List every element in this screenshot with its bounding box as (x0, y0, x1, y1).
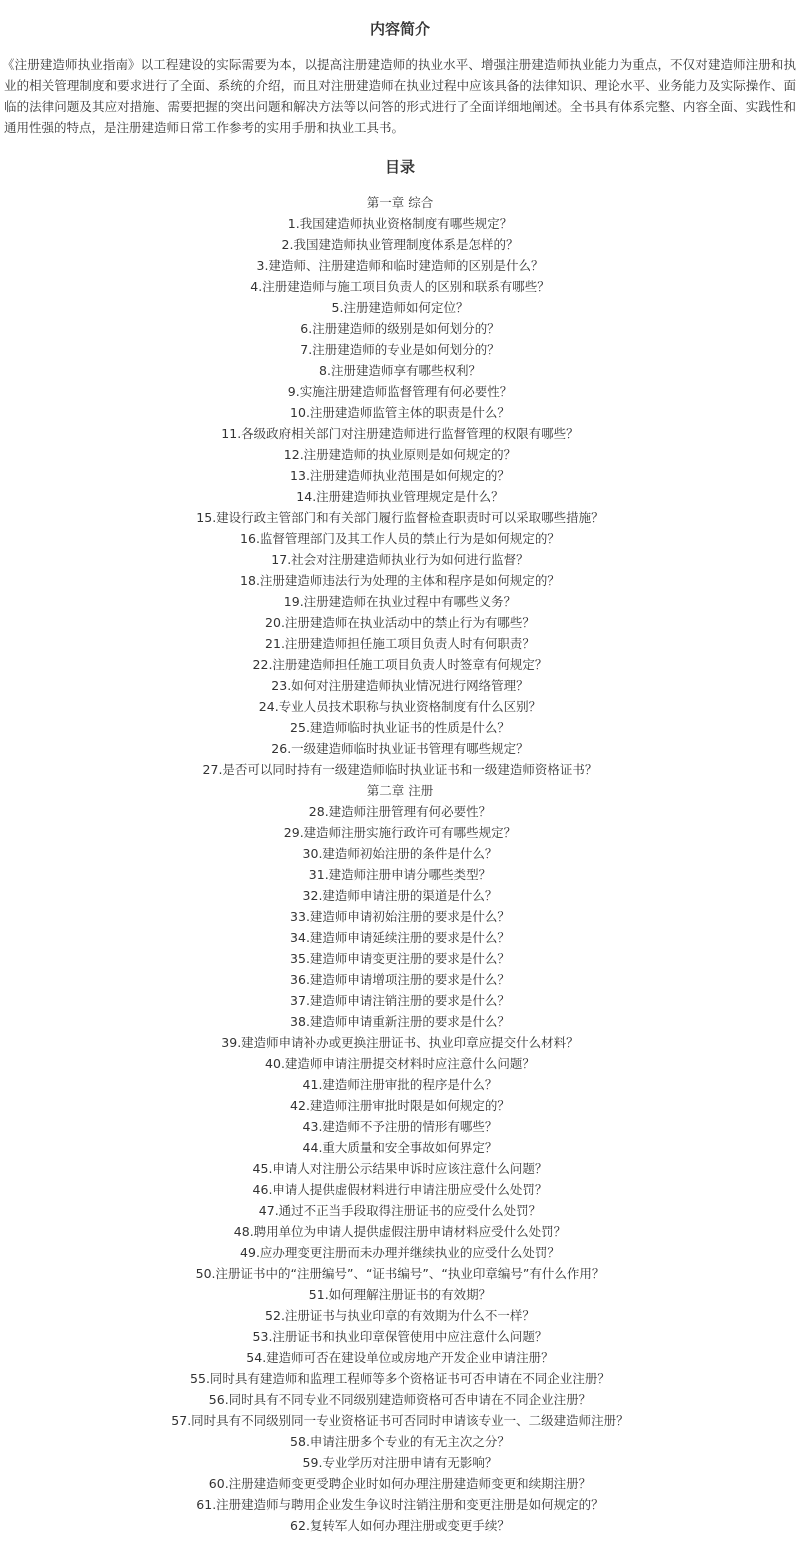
toc-entry: 14.注册建造师执业管理规定是什么？ (296, 489, 504, 504)
toc-entry: 1.我国建造师执业资格制度有哪些规定？ (287, 216, 513, 231)
toc-entry: 8.注册建造师享有哪些权利？ (319, 363, 481, 378)
toc-entry: 51.如何理解注册证书的有效期？ (308, 1287, 492, 1302)
toc-entry: 53.注册证书和执业印章保管使用中应注意什么问题？ (252, 1329, 548, 1344)
toc-entry: 35.建造师申请变更注册的要求是什么？ (290, 951, 510, 966)
toc-entry: 33.建造师申请初始注册的要求是什么？ (290, 909, 510, 924)
toc-entry: 32.建造师申请注册的渠道是什么？ (302, 888, 498, 903)
toc-entry: 43.建造师不予注册的情形有哪些？ (302, 1119, 498, 1134)
toc-entry: 7.注册建造师的专业是如何划分的？ (300, 342, 500, 357)
toc-entry: 13.注册建造师执业范围是如何规定的？ (290, 468, 510, 483)
toc-entry: 49.应办理变更注册而未办理并继续执业的应受什么处罚？ (240, 1245, 560, 1260)
toc-entry: 3.建造师、注册建造师和临时建造师的区别是什么？ (256, 258, 544, 273)
toc-entry: 60.注册建造师变更受聘企业时如何办理注册建造师变更和续期注册？ (208, 1476, 592, 1491)
toc-entry: 18.注册建造师违法行为处理的主体和程序是如何规定的？ (240, 573, 560, 588)
toc-entry: 42.建造师注册审批时限是如何规定的？ (290, 1098, 510, 1113)
toc-entry: 39.建造师申请补办或更换注册证书、执业印章应提交什么材料？ (221, 1035, 579, 1050)
toc-entry: 19.注册建造师在执业过程中有哪些义务？ (283, 594, 517, 609)
toc-entry: 56.同时具有不同专业不同级别建造师资格可否申请在不同企业注册？ (208, 1392, 592, 1407)
toc-entry: 54.建造师可否在建设单位或房地产开发企业申请注册？ (246, 1350, 554, 1365)
toc-entry: 50.注册证书中的“注册编号”、“证书编号”、“执业印章编号”有什么作用？ (195, 1266, 605, 1281)
toc-entry: 21.注册建造师担任施工项目负责人时有何职责？ (265, 636, 535, 651)
toc-entry: 44.重大质量和安全事故如何界定？ (302, 1140, 498, 1155)
intro-paragraph: 《注册建造师执业指南》以工程建设的实际需要为本，以提高注册建造师的执业水平、增强注册建造师执业能力为重点，不仅对建造师注册和执业的相关管理制度和要求进行了全面、系统的介绍，而且对注册建造师在执业过程中应该具备的法律知识、理论水平、业务能力及实际操作、面临的法律问题及其应对措施、需要把握的突出问题和解决方法等以问答的形式进行了全面详细地阐述。全书具有体系完整、内容全面、实践性和通用性强的特点，是注册建造师日常工作参考的实用手册和执业工具书。 (2, 57, 796, 135)
toc-entry: 36.建造师申请增项注册的要求是什么？ (290, 972, 510, 987)
toc-entry: 9.实施注册建造师监督管理有何必要性？ (287, 384, 513, 399)
toc-entry: 4.注册建造师与施工项目负责人的区别和联系有哪些？ (250, 279, 550, 294)
toc-entry: 38.建造师申请重新注册的要求是什么？ (290, 1014, 510, 1029)
toc-chapter-heading: 第二章 注册 (366, 783, 434, 798)
toc-entry: 46.申请人提供虚假材料进行申请注册应受什么处罚？ (252, 1182, 548, 1197)
toc-entry: 25.建造师临时执业证书的性质是什么？ (290, 720, 510, 735)
toc-entry: 15.建设行政主管部门和有关部门履行监督检查职责时可以采取哪些措施？ (196, 510, 604, 525)
toc-entry: 16.监督管理部门及其工作人员的禁止行为是如何规定的？ (240, 531, 560, 546)
toc-entry: 52.注册证书与执业印章的有效期为什么不一样？ (265, 1308, 535, 1323)
toc-entry: 11.各级政府相关部门对注册建造师进行监督管理的权限有哪些？ (221, 426, 579, 441)
intro-title: 内容简介 (369, 20, 430, 38)
toc-entry: 40.建造师申请注册提交材料时应注意什么问题？ (265, 1056, 535, 1071)
toc-entry: 23.如何对注册建造师执业情况进行网络管理？ (271, 678, 529, 693)
toc-entry: 62.复转军人如何办理注册或变更手续？ (290, 1518, 510, 1533)
toc-entry: 17.社会对注册建造师执业行为如何进行监督？ (271, 552, 529, 567)
toc-chapter-heading: 第一章 综合 (366, 195, 434, 210)
toc-list (0, 192, 800, 1536)
toc-entry: 5.注册建造师如何定位？ (331, 300, 469, 315)
toc-entry: 48.聘用单位为申请人提供虚假注册申请材料应受什么处罚？ (233, 1224, 567, 1239)
toc-entry: 29.建造师注册实施行政许可有哪些规定？ (283, 825, 517, 840)
toc-entry: 2.我国建造师执业管理制度体系是怎样的？ (281, 237, 519, 252)
toc-entry: 30.建造师初始注册的条件是什么？ (302, 846, 498, 861)
toc-entry: 59.专业学历对注册申请有无影响？ (302, 1455, 498, 1470)
toc-entry: 41.建造师注册审批的程序是什么？ (302, 1077, 498, 1092)
toc-entry: 28.建造师注册管理有何必要性？ (308, 804, 492, 819)
toc-entry: 27.是否可以同时持有一级建造师临时执业证书和一级建造师资格证书？ (202, 762, 598, 777)
toc-entry: 34.建造师申请延续注册的要求是什么？ (290, 930, 510, 945)
toc-entry: 61.注册建造师与聘用企业发生争议时注销注册和变更注册是如何规定的？ (196, 1497, 604, 1512)
toc-entry: 10.注册建造师监管主体的职责是什么？ (290, 405, 510, 420)
toc-entry: 57.同时具有不同级别同一专业资格证书可否同时申请该专业一、二级建造师注册？ (171, 1413, 629, 1428)
toc-entry: 24.专业人员技术职称与执业资格制度有什么区别？ (258, 699, 542, 714)
toc-entry: 22.注册建造师担任施工项目负责人时签章有何规定？ (252, 657, 548, 672)
toc-entry: 12.注册建造师的执业原则是如何规定的？ (283, 447, 517, 462)
toc-entry: 45.申请人对注册公示结果申诉时应该注意什么问题？ (252, 1161, 548, 1176)
toc-entry: 37.建造师申请注销注册的要求是什么？ (290, 993, 510, 1008)
toc-entry: 20.注册建造师在执业活动中的禁止行为有哪些？ (265, 615, 535, 630)
toc-entry: 26.一级建造师临时执业证书管理有哪些规定？ (271, 741, 529, 756)
toc-entry: 55.同时具有建造师和监理工程师等多个资格证书可否申请在不同企业注册？ (190, 1371, 610, 1386)
toc-entry: 6.注册建造师的级别是如何划分的？ (300, 321, 500, 336)
toc-title: 目录 (384, 158, 415, 176)
toc-entry: 47.通过不正当手段取得注册证书的应受什么处罚？ (258, 1203, 542, 1218)
toc-entry: 58.申请注册多个专业的有无主次之分？ (290, 1434, 510, 1449)
toc-entry: 31.建造师注册申请分哪些类型？ (308, 867, 492, 882)
